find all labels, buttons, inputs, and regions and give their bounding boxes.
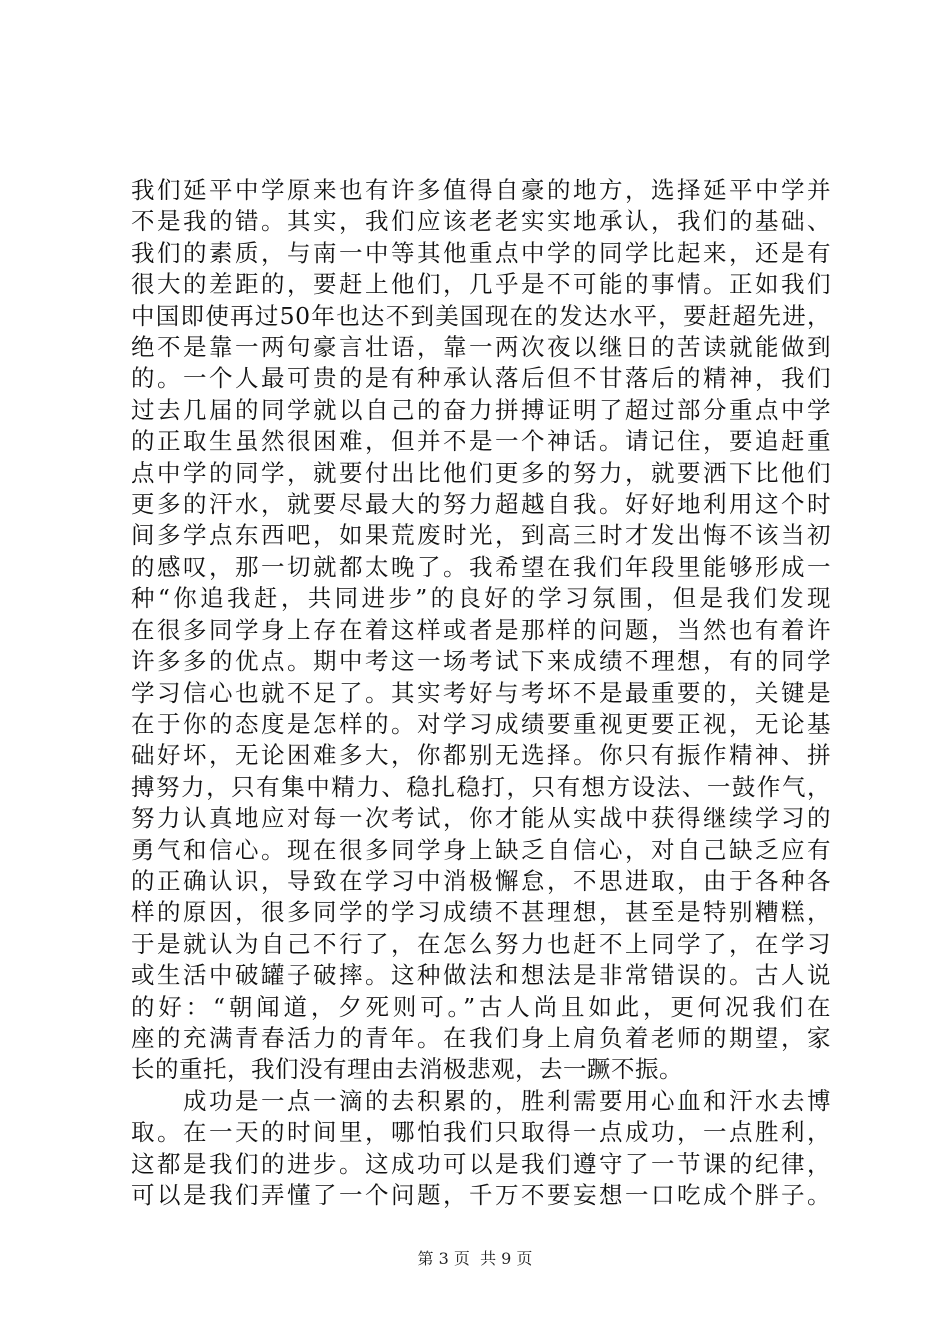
text-line: 的感叹，那一切就都太晚了。我希望在我们年段里能够形成一 [131, 552, 831, 581]
text-line: 绝不是靠一两句豪言壮语，靠一两次夜以继日的苦读就能做到 [131, 333, 831, 362]
text-line: 成功是一点一滴的去积累的，胜利需要用心血和汗水去博 [183, 1086, 831, 1115]
text-line: 点中学的同学，就要付出比他们更多的努力，就要洒下比他们 [131, 458, 831, 487]
text-line: 我们的素质，与南一中等其他重点中学的同学比起来，还是有 [131, 238, 831, 267]
text-line: 很大的差距的，要赶上他们，几乎是不可能的事情。正如我们 [131, 270, 831, 299]
text-line: 或生活中破罐子破摔。这种做法和想法是非常错误的。古人说 [131, 961, 831, 990]
text-line: 于是就认为自己不行了，在怎么努力也赶不上同学了，在学习 [131, 929, 831, 958]
text-line: 搏努力，只有集中精力、稳扎稳打，只有想方设法、一鼓作气， [131, 772, 831, 801]
text-line: 这都是我们的进步。这成功可以是我们遵守了一节课的纪律， [131, 1149, 831, 1178]
text-line: 间多学点东西吧，如果荒废时光，到高三时才发出悔不该当初 [131, 521, 831, 550]
text-line: 许多多的优点。期中考这一场考试下来成绩不理想，有的同学 [131, 647, 831, 676]
text-line: 样的原因，很多同学的学习成绩不甚理想，甚至是特别糟糕， [131, 898, 831, 927]
text-line: 座的充满青春活力的青年。在我们身上肩负着老师的期望，家 [131, 1023, 831, 1052]
text-line: 的好：“朝闻道，夕死则可。”古人尚且如此，更何况我们在 [131, 992, 831, 1021]
text-line: 可以是我们弄懂了一个问题，千万不要妄想一口吃成个胖子。 [131, 1181, 831, 1209]
text-line: 过去几届的同学就以自己的奋力拼搏证明了超过部分重点中学 [131, 395, 831, 424]
text-line: 在于你的态度是怎样的。对学习成绩要重视更要正视，无论基 [131, 709, 831, 738]
paragraph-1 [131, 175, 831, 1086]
text-line: 更多的汗水，就要尽最大的努力超越自我。好好地利用这个时 [131, 490, 831, 519]
text-line: 取。在一天的时间里，哪怕我们只取得一点成功，一点胜利， [131, 1118, 831, 1147]
text-line: 不是我的错。其实，我们应该老老实实地承认，我们的基础、 [131, 207, 831, 236]
text-line: 在很多同学身上存在着这样或者是那样的问题，当然也有着许 [131, 615, 831, 644]
text-line: 努力认真地应对每一次考试，你才能从实战中获得继续学习的 [131, 804, 831, 833]
text-line: 我们延平中学原来也有许多值得自豪的地方，选择延平中学并 [131, 176, 831, 204]
text-line: 长的重托，我们没有理由去消极悲观，去一蹶不振。 [131, 1055, 683, 1084]
text-line: 的正取生虽然很困难，但并不是一个神话。请记住，要追赶重 [131, 427, 831, 456]
text-line: 中国即使再过50年也达不到美国现在的发达水平，要赶超先进， [131, 301, 831, 330]
document-body [131, 175, 831, 1211]
paragraph-2 [131, 1086, 831, 1212]
text-line: 础好坏，无论困难多大，你都别无选择。你只有振作精神、拼 [131, 741, 831, 770]
text-line: 的。一个人最可贵的是有种承认落后但不甘落后的精神，我们 [131, 364, 831, 393]
text-line: 勇气和信心。现在很多同学身上缺乏自信心，对自己缺乏应有 [131, 835, 831, 864]
text-line: 种“你追我赶，共同进步”的良好的学习氛围，但是我们发现 [131, 584, 831, 613]
page-number-footer: 第 3 页 共 9 页 [417, 1249, 533, 1268]
text-line: 学习信心也就不足了。其实考好与考坏不是最重要的，关键是 [131, 678, 831, 707]
text-line: 的正确认识，导致在学习中消极懈怠，不思进取，由于各种各 [131, 866, 831, 895]
